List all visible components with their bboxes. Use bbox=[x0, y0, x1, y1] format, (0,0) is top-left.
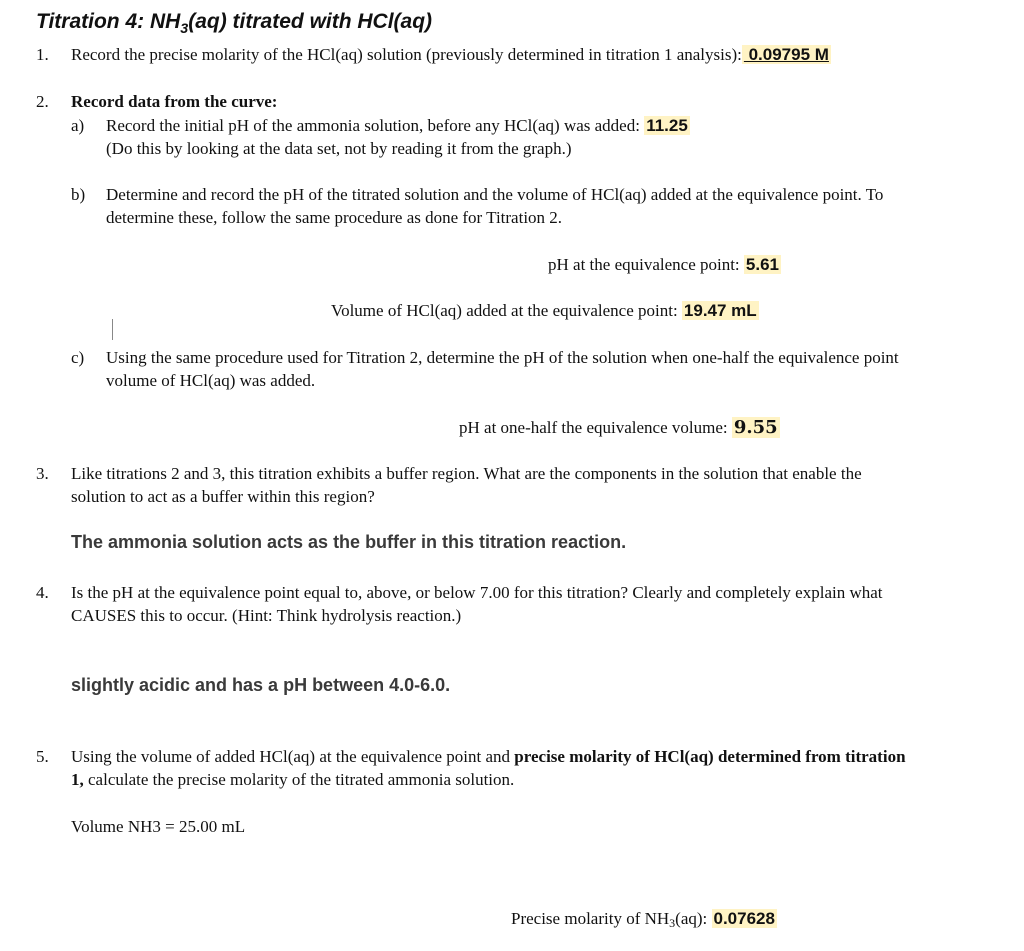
q5-volume: Volume NH3 = 25.00 mL bbox=[71, 817, 246, 836]
q5-line2 bbox=[71, 768, 514, 791]
q1-prompt bbox=[71, 43, 831, 66]
title-subscript: 3 bbox=[180, 21, 189, 37]
q5-result-label: Precise molarity of NH bbox=[511, 909, 670, 928]
q2c-line2: volume of HCl(aq) was added. bbox=[106, 371, 316, 390]
q1-text: Record the precise molarity of the HCl(aq) solution (previously determined in titration 1 analysis): bbox=[71, 45, 742, 64]
q2c-half-row bbox=[459, 416, 780, 439]
q5-line2-bold: 1, bbox=[71, 770, 84, 789]
q2b-volume-label: Volume of HCl(aq) added at the equivalence point: bbox=[331, 301, 678, 320]
q3-line2: solution to act as a buffer within this region? bbox=[71, 487, 375, 506]
q2c-half-value: 9.55 bbox=[733, 417, 778, 438]
q3-number: 3. bbox=[36, 464, 49, 483]
q2b-volume-row bbox=[331, 299, 759, 322]
q2b-volume-value: 19.47 mL bbox=[683, 301, 757, 320]
q4-number: 4. bbox=[36, 583, 49, 602]
q2b-ph-value: 5.61 bbox=[745, 255, 780, 274]
q5-line1 bbox=[71, 745, 906, 768]
q5-line1-text: Using the volume of added HCl(aq) at the equivalence point and bbox=[71, 747, 515, 766]
q2a-line1 bbox=[106, 114, 690, 137]
q4-line1: Is the pH at the equivalence point equal to, above, or below 7.00 for this titration? Clearly and completely explain what bbox=[71, 583, 883, 602]
q5-result-value: 0.07628 bbox=[713, 909, 775, 928]
q2-number: 2. bbox=[36, 92, 49, 111]
q2a-answer: 11.25 bbox=[646, 116, 688, 135]
text-cursor bbox=[112, 319, 113, 340]
q2c-half-label: pH at one-half the equivalence volume: bbox=[459, 418, 728, 437]
q2b-ph-row bbox=[548, 253, 781, 276]
q5-line2-text: calculate the precise molarity of the titrated ammonia solution. bbox=[83, 770, 515, 789]
q2a-label: a) bbox=[71, 116, 85, 135]
q4-answer: slightly acidic and has a pH between 4.0-6.0. bbox=[71, 675, 451, 695]
title-text: Titration 4: NH bbox=[36, 10, 181, 33]
q2b-line2: determine these, follow the same procedure as done for Titration 2. bbox=[106, 208, 563, 227]
q2-heading: Record data from the curve: bbox=[71, 92, 278, 111]
q4-line2: CAUSES this to occur. (Hint: Think hydrolysis reaction.) bbox=[71, 606, 462, 625]
q5-result-row bbox=[511, 907, 777, 932]
q5-result-subscript: 3 bbox=[669, 916, 676, 930]
q3-answer: The ammonia solution acts as the buffer in this titration reaction. bbox=[71, 532, 627, 552]
q2c-label: c) bbox=[71, 348, 85, 367]
q1-number: 1. bbox=[36, 45, 49, 64]
q5-line1-bold: precise molarity of HCl(aq) determined from titration bbox=[514, 747, 906, 766]
q5-result-label-end: (aq): bbox=[675, 909, 712, 928]
q5-number: 5. bbox=[36, 747, 49, 766]
q2c-line1: Using the same procedure used for Titration 2, determine the pH of the solution when one-half the equivalence point bbox=[106, 348, 899, 367]
q2b-line1: Determine and record the pH of the titrated solution and the volume of HCl(aq) added at the equivalence point. To bbox=[106, 185, 884, 204]
q1-answer: 0.09795 M bbox=[743, 45, 829, 64]
title-text-end: (aq) titrated with HCl(aq) bbox=[188, 10, 433, 33]
page-title bbox=[36, 10, 433, 37]
q2a-line2: (Do this by looking at the data set, not by reading it from the graph.) bbox=[106, 139, 572, 158]
q2a-text: Record the initial pH of the ammonia solution, before any HCl(aq) was added: bbox=[106, 116, 640, 135]
q3-line1: Like titrations 2 and 3, this titration exhibits a buffer region. What are the components in the solution that enable the bbox=[71, 464, 862, 483]
q2b-ph-label: pH at the equivalence point: bbox=[548, 255, 740, 274]
q2b-label: b) bbox=[71, 185, 86, 204]
